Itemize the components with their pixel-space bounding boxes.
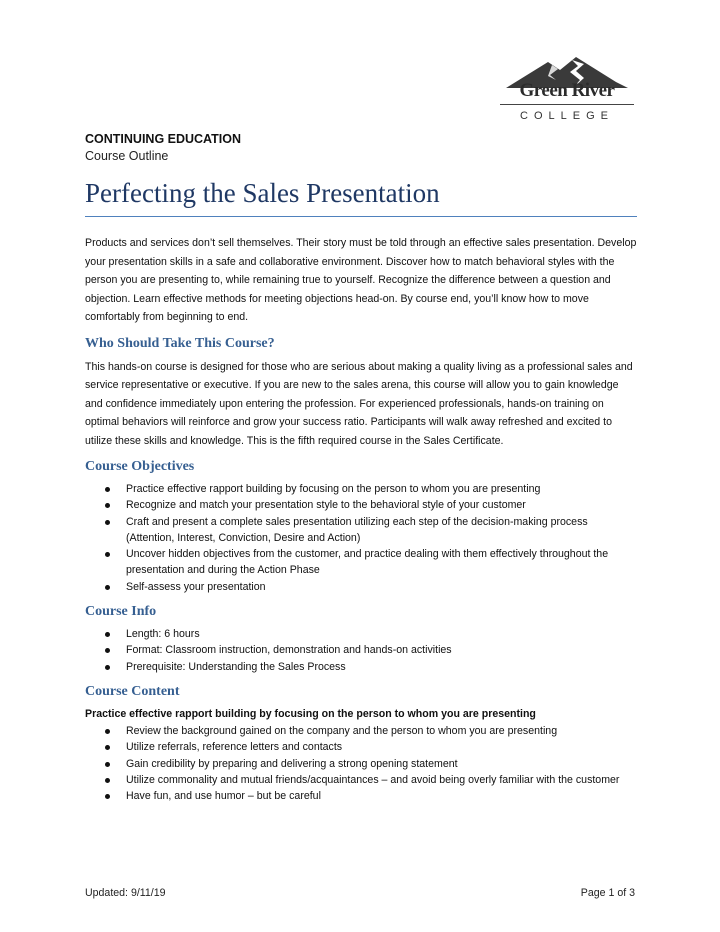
main-content [85, 234, 637, 804]
list-item: Gain credibility by preparing and delivering a strong opening statement [85, 756, 637, 772]
bullet-icon [105, 729, 110, 734]
list-item: Uncover hidden objectives from the customer, and practice dealing with them effectively throughout the presentation and during the Action Phase [85, 546, 637, 579]
logo-divider [500, 104, 634, 105]
content-heading: Course Content [85, 683, 180, 699]
info-list [85, 626, 637, 675]
list-item: Format: Classroom instruction, demonstration and hands-on activities [85, 642, 637, 658]
page-number: Page 1 of 3 [580, 887, 635, 899]
list-item: Have fun, and use humor – but be careful [85, 788, 637, 804]
content-subheading: Practice effective rapport building by focusing on the person to whom you are presenting [85, 707, 536, 720]
college-logo [498, 56, 636, 128]
bullet-icon [105, 503, 110, 508]
bullet-icon [105, 520, 110, 525]
list-item: Review the background gained on the company and the person to whom you are presenting [85, 723, 637, 739]
objectives-list [85, 481, 637, 595]
document-type: Course Outline [85, 149, 169, 163]
logo-college: COLLEGE [520, 110, 614, 122]
bullet-icon [105, 745, 110, 750]
title-divider [85, 216, 637, 217]
list-item: Practice effective rapport building by focusing on the person to whom you are presenting [85, 481, 637, 497]
who-paragraph: This hands-on course is designed for those who are serious about making a quality living as a professional sales and service representative or executive. If you are new to the sales arena, this course will allow you to gain knowledge and confidence immediately upon entering the profession. For experienced professionals, hands-on training on optimal behaviors will reinforce and grow your success ratio. Participants will walk away refreshed and excited to utilize these skills and knowledge. This is the fifth required course in the Sales Certificate. [85, 360, 633, 447]
info-heading: Course Info [85, 604, 157, 620]
list-item: Prerequisite: Understanding the Sales Process [85, 659, 637, 675]
page-title: Perfecting the Sales Presentation [85, 178, 440, 208]
bullet-icon [105, 762, 110, 767]
list-item: Craft and present a complete sales presentation utilizing each step of the decision-making process (Attention, Interest, Conviction, Desire and Action) [85, 514, 637, 547]
bullet-icon [105, 794, 110, 799]
bullet-icon [105, 585, 110, 590]
updated-date: Updated: 9/11/19 [85, 887, 166, 899]
list-item: Utilize commonality and mutual friends/acquaintances – and avoid being overly familiar with the customer [85, 772, 637, 788]
bullet-icon [105, 487, 110, 492]
list-item: Recognize and match your presentation style to the behavioral style of your customer [85, 497, 637, 513]
bullet-icon [105, 552, 110, 557]
intro-paragraph: Products and services don’t sell themselves. Their story must be told through an effective sales presentation. Develop your presentation skills in a safe and collaborative environment. Discover how to match behavioral styles with the person you are presenting to, while remaining true to yourself. Recognize the difference between a question and objection. Learn effective methods for meeting objections head-on. By course end, you’ll know how to move comfortably from beginning to end. [85, 237, 637, 323]
content-list [85, 723, 637, 804]
list-item: Self-assess your presentation [85, 579, 637, 595]
list-item: Utilize referrals, reference letters and contacts [85, 739, 637, 755]
list-item: Length: 6 hours [85, 626, 637, 642]
bullet-icon [105, 665, 110, 670]
logo-name: Green River [519, 80, 615, 101]
bullet-icon [105, 648, 110, 653]
bullet-icon [105, 778, 110, 783]
objectives-heading: Course Objectives [85, 459, 195, 474]
who-heading: Who Should Take This Course? [85, 335, 275, 351]
bullet-icon [105, 632, 110, 637]
department-label: CONTINUING EDUCATION [85, 132, 242, 146]
